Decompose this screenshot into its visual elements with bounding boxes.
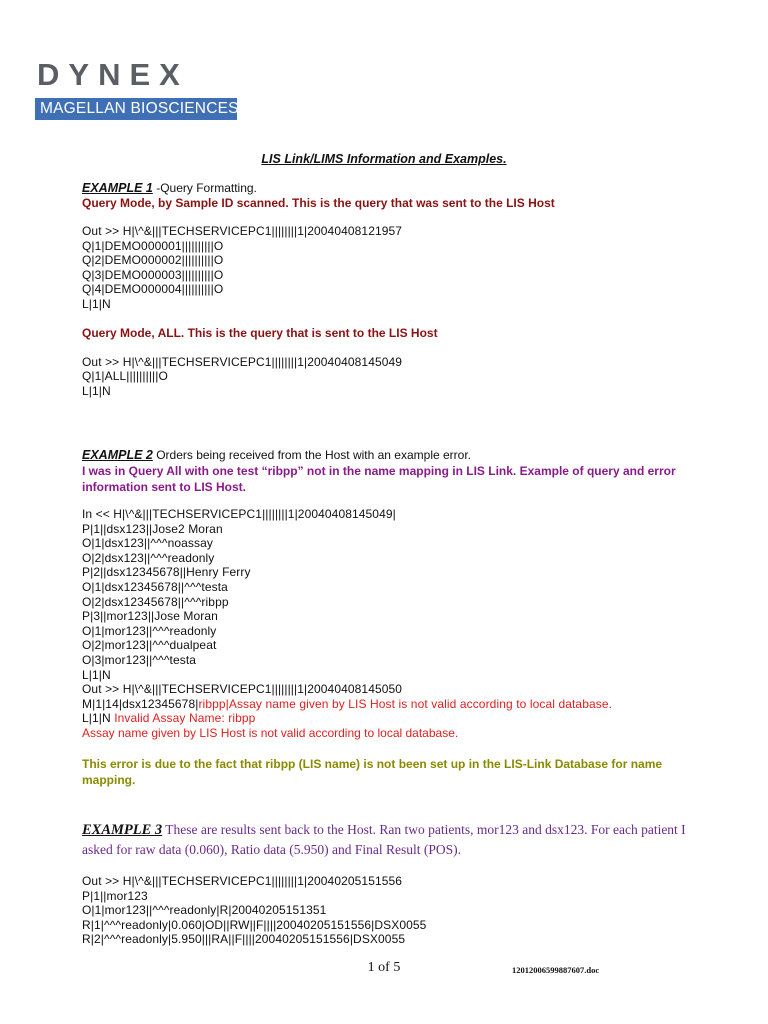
example-2-heading	[82, 448, 702, 463]
logo-wordmark: DYNEX	[37, 57, 189, 92]
code-line: Out >> H|\^&|||TECHSERVICEPC1||||||||1|20040408145049	[82, 354, 403, 369]
error-message-line	[82, 697, 702, 712]
example-1-query-lines	[82, 224, 702, 312]
example-3-section	[82, 820, 702, 947]
code-line: L|1|N	[82, 383, 111, 398]
code-line: Q|1|DEMO000001||||||||||O	[82, 238, 224, 253]
terminator-prefix: L|1|N	[82, 711, 115, 726]
file-name: 12012006599887607.doc	[512, 965, 600, 975]
code-line: Q|1|ALL||||||||||O	[82, 369, 168, 384]
code-line: O|1|dsx123||^^^noassay	[82, 536, 213, 551]
example-1-label: EXAMPLE 1	[82, 181, 153, 195]
logo-subtitle: MAGELLAN BIOSCIENCES	[35, 98, 237, 120]
code-line: O|2|dsx12345678||^^^ribpp	[82, 594, 229, 609]
invalid-assay-text: Invalid Assay Name: ribpp	[114, 711, 256, 726]
example-3-heading	[82, 820, 702, 860]
example-1-description: -Query Formatting.	[152, 181, 257, 195]
code-line: P|3||mor123||Jose Moran	[82, 609, 218, 624]
example-1-query-all-lines	[82, 355, 702, 399]
example-2-error-note: This error is due to the fact that ribpp (LIS name) is not been set up in the LIS-Link Database for name mapping.	[82, 756, 663, 787]
code-line: R|2|^^^readonly|5.950|||RA||F||||20040205151556|DSX0055	[82, 932, 406, 947]
dynex-logo	[35, 57, 239, 120]
code-line: O|1|mor123||^^^readonly|R|20040205151351	[82, 903, 327, 918]
code-line: Out >> H|\^&|||TECHSERVICEPC1||||||||1|20040408145050	[82, 682, 403, 697]
code-line: P|1||dsx123||Jose2 Moran	[82, 521, 223, 536]
code-line: P|2||dsx12345678||Henry Ferry	[82, 565, 251, 580]
example-1-note-sample-id: Query Mode, by Sample ID scanned. This is the query that was sent to the LIS Host	[82, 196, 555, 210]
code-line: L|1|N	[82, 667, 111, 682]
code-line: Out >> H|\^&|||TECHSERVICEPC1||||||||1|20040408121957	[82, 224, 403, 238]
example-2-description: Orders being received from the Host with an example error.	[152, 448, 471, 462]
example-2-note: I was in Query All with one test “ribpp” not in the name mapping in LIS Link. Example of query and error information sent to LIS Host.	[82, 464, 676, 494]
page-number: 1 of 5	[367, 960, 401, 975]
error-explanation-line: Assay name given by LIS Host is not valid according to local database.	[82, 725, 459, 740]
example-2-section	[82, 448, 702, 788]
code-line: Out >> H|\^&|||TECHSERVICEPC1||||||||1|20040205151556	[82, 874, 403, 888]
code-line: Q|4|DEMO000004||||||||||O	[82, 282, 224, 297]
example-3-result-lines	[82, 874, 702, 947]
example-3-label: EXAMPLE 3	[82, 822, 163, 838]
message-prefix: M|1|14|dsx12345678|	[82, 696, 199, 711]
example-3-description: These are results sent back to the Host. Ran two patients, mor123 and dsx123. For each patient I asked for raw data (0.060), Ratio data (5.950) and Final Result (POS).	[82, 822, 686, 857]
code-line: P|1||mor123	[82, 888, 148, 903]
code-line: O|2|mor123||^^^dualpeat	[82, 638, 217, 653]
code-line: O|2|dsx123||^^^readonly	[82, 550, 215, 565]
terminator-error-line	[82, 711, 702, 726]
code-line: L|1|N	[82, 296, 111, 311]
example-1-heading	[82, 181, 702, 196]
example-2-label: EXAMPLE 2	[82, 448, 153, 462]
example-2-order-lines	[82, 507, 702, 741]
document-title: LIS Link/LIMS Information and Examples.	[261, 152, 507, 166]
code-line: In << H|\^&|||TECHSERVICEPC1||||||||1|20040408145049|	[82, 507, 396, 521]
example-1-section	[82, 181, 702, 398]
code-line: O|1|mor123||^^^readonly	[82, 623, 217, 638]
code-line: Q|3|DEMO000003||||||||||O	[82, 267, 224, 282]
code-line: O|1|dsx12345678||^^^testa	[82, 579, 228, 594]
example-1-note-all: Query Mode, ALL. This is the query that is sent to the LIS Host	[82, 325, 438, 340]
code-line: O|3|mor123||^^^testa	[82, 652, 197, 667]
code-line: Q|2|DEMO000002||||||||||O	[82, 253, 224, 268]
code-line: R|1|^^^readonly|0.060|OD||RW||F||||20040205151556|DSX0055	[82, 917, 427, 932]
error-text: ribpp|Assay name given by LIS Host is not valid according to local database.	[198, 696, 613, 711]
